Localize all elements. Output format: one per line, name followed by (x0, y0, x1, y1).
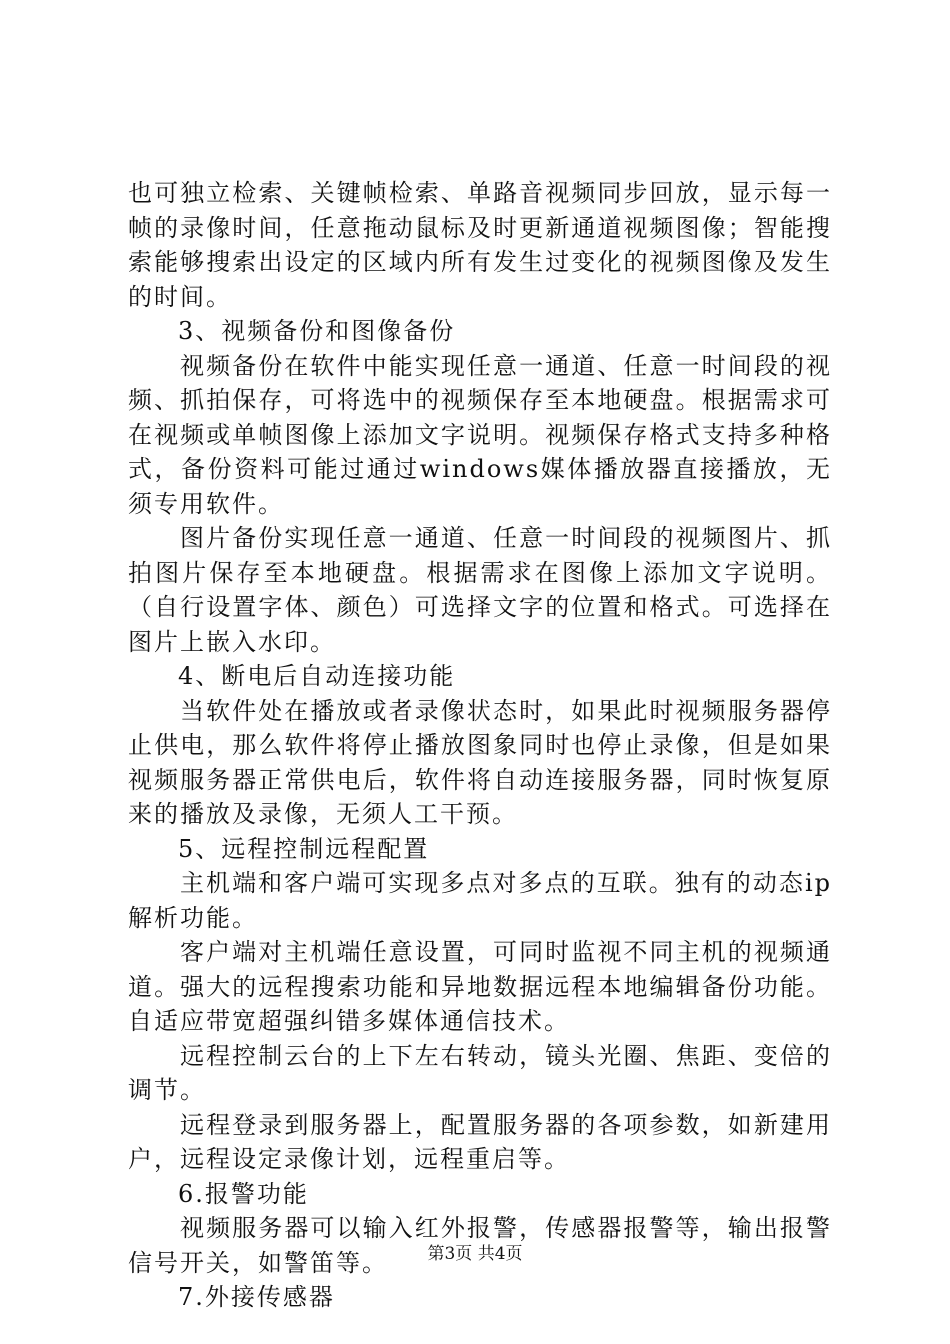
document-body (128, 176, 832, 1315)
paragraph-image-backup: 图片备份实现任意一通道、任意一时间段的视频图片、抓拍图片保存至本地硬盘。根据需求在图像上添加文字说明。（自行设置字体、颜色）可选择文字的位置和格式。可选择在图片上嵌入水印。 (128, 524, 832, 656)
heading-auto-reconnect: 4、断电后自动连接功能 (178, 662, 456, 690)
paragraph-video-backup: 视频备份在软件中能实现任意一通道、任意一时间段的视频、抓拍保存，可将选中的视频保存至本地硬盘。根据需求可在视频或单帧图像上添加文字说明。视频保存格式支持多种格式，备份资料可能过通过windows媒体播放器直接播放，无须专用软件。 (128, 351, 832, 518)
paragraph-auto-reconnect: 当软件处在播放或者录像状态时，如果此时视频服务器停止供电，那么软件将停止播放图象同时也停止录像，但是如果视频服务器正常供电后，软件将自动连接服务器，同时恢复原来的播放及录像，无须人工干预。 (128, 696, 832, 828)
paragraph-remote-login: 远程登录到服务器上，配置服务器的各项参数，如新建用户，远程设定录像计划，远程重启等。 (128, 1110, 832, 1173)
heading-external-sensor: 7.外接传感器 (178, 1283, 335, 1311)
paragraph-alarm: 视频服务器可以输入红外报警，传感器报警等，输出报警信号开关，如警笛等。 (128, 1214, 832, 1277)
heading-alarm: 6.报警功能 (178, 1179, 309, 1208)
paragraph-remote-client: 客户端对主机端任意设置，可同时监视不同主机的视频通道。强大的远程搜索功能和异地数据远程本地编辑备份功能。自适应带宽超强纠错多媒体通信技术。 (128, 938, 832, 1035)
paragraph-remote-ptz: 远程控制云台的上下左右转动，镜头光圈、焦距、变倍的调节。 (128, 1041, 832, 1104)
paragraph-search: 也可独立检索、关键帧检索、单路音视频同步回放，显示每一帧的录像时间，任意拖动鼠标及时更新通道视频图像；智能搜索能够搜索出设定的区域内所有发生过变化的视频图像及发生的时间。 (128, 179, 832, 311)
heading-video-backup: 3、视频备份和图像备份 (178, 317, 456, 345)
heading-remote-control: 5、远程控制远程配置 (178, 834, 430, 863)
paragraph-remote-interconnect: 主机端和客户端可实现多点对多点的互联。独有的动态ip解析功能。 (128, 869, 832, 932)
page-footer: 第3页 共4页 (427, 1244, 523, 1264)
